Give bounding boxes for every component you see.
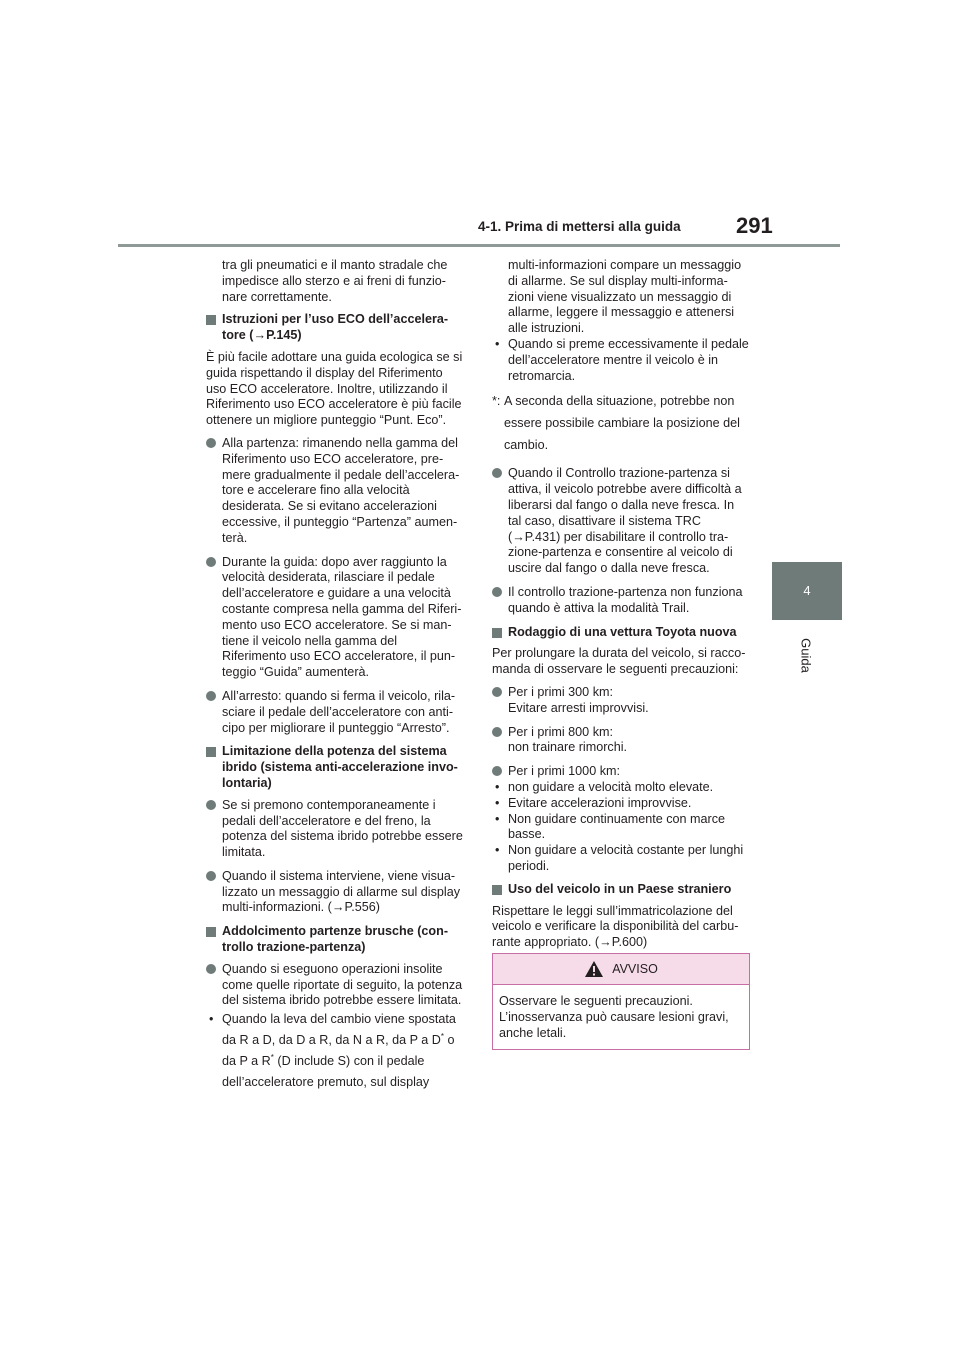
bullet-dot-icon: [492, 468, 502, 478]
sub-text: Non guidare continuamente con marce basse.: [508, 811, 726, 842]
bullet-text: Evitare arresti improvvisi.: [508, 700, 649, 715]
sub-text-c: (D include S) con il pedale dell’acceleratore premuto, sul display: [222, 1054, 430, 1090]
section-title: 4-1. Prima di mettersi alla guida: [478, 219, 681, 234]
sub-list-item: • Quando si preme eccessivamente il pedale dell’acceleratore mentre il veicolo è in retromarcia.: [495, 336, 749, 383]
warning-header: [493, 954, 749, 985]
warning-text: Osservare le seguenti precauzioni. L’inosservanza può causare lesioni gravi, anche letali.: [499, 994, 729, 1040]
left-column: [206, 258, 464, 1093]
bullet-dot-icon: [492, 687, 502, 697]
warning-box: [492, 953, 750, 1050]
sub-list-item: • Non guidare continuamente con marce basse.: [495, 811, 726, 842]
bullet-dot-icon: [206, 800, 216, 810]
bullet-dot-icon: [492, 587, 502, 597]
abroad-heading: [492, 882, 750, 898]
footnote-text: A seconda della situazione, potrebbe non essere possibile cambiare la posizione del cambio.: [504, 394, 740, 453]
abroad-body: Rispettare le leggi sull’immatricolazione del veicolo e verificare la disponibilità del carbu-rante appropriato. (→P.600): [492, 903, 739, 950]
list-item: [206, 555, 464, 681]
sub-list: [492, 780, 750, 875]
bullet-dot-icon: [206, 964, 216, 974]
limit-heading: [206, 744, 464, 791]
run-in-body: Per prolungare la durata del veicolo, si racco-manda di osservare le seguenti precauzioni:: [492, 646, 746, 677]
list-item: [492, 764, 750, 780]
bullet-text: Quando il sistema interviene, viene visua-lizzato un messaggio di allarme sul display multi-informazioni. (→P.556): [222, 868, 460, 915]
section-square-icon: [206, 315, 216, 325]
right-column: [492, 258, 750, 958]
list-item: [206, 689, 464, 736]
header-rule: [118, 244, 840, 247]
list-item: [492, 585, 750, 617]
eco-heading: [206, 312, 464, 344]
run-in-heading: [492, 625, 750, 641]
sub-text: Non guidare a velocità costante per lunghi periodi.: [508, 843, 744, 873]
bullet-title: Per i primi 300 km:: [508, 684, 613, 699]
abroad-heading-text: Uso del veicolo in un Paese straniero: [508, 881, 732, 896]
sub-text-a: Quando la leva del cambio viene spostata da R a D, da D a R, da N a R, da P a D: [222, 1012, 456, 1048]
chapter-tab: 4: [772, 562, 842, 620]
sub-text-b: o da P a R: [222, 1033, 455, 1069]
bullet-text: Quando si eseguono operazioni insolite come quelle riportate di seguito, la potenza del sistema ibrido potrebbe essere limitata.: [222, 961, 463, 1008]
sub-list-item: • Evitare accelerazioni improvvise.: [495, 795, 692, 810]
list-item: [206, 962, 464, 1009]
footnote-ref: *: [440, 1032, 444, 1042]
section-square-icon: [206, 927, 216, 937]
continued-text: multi-informazioni compare un messaggio di allarme. Se sul display multi-informa-zioni viene visualizzato un messaggio di allarme, leggere il messaggio e attenersi alle istruzioni.: [508, 258, 742, 336]
sub-list-item: • Quando la leva del cambio viene spostata da R a D, da D a R, da N a R, da P a D* o da P a R* (D include S) con il pedale dell’acceleratore premuto, sul display: [209, 1012, 456, 1090]
list-item: [492, 685, 750, 717]
bullet-dot-icon: [492, 727, 502, 737]
section-square-icon: [492, 885, 502, 895]
eco-body: È più facile adottare una guida ecologica se si guida rispettando il display del Riferimento uso ECO acceleratore. Inoltre, utilizzando il Riferimento uso ECO acceleratore è più facile ottenere un migliore punteggio “Punt. Eco”.: [206, 349, 463, 428]
footnote-ref: *: [270, 1053, 274, 1063]
list-item: [492, 466, 750, 577]
list-item: [492, 725, 750, 757]
run-in-heading-text: Rodaggio di una vettura Toyota nuova: [508, 624, 737, 639]
soft-start-heading-text: Addolcimento partenze brusche (con-trollo trazione-partenza): [222, 924, 449, 955]
sub-list-item: • non guidare a velocità molto elevate.: [495, 779, 714, 794]
bullet-dot-icon: [206, 438, 216, 448]
chapter-label: Guida: [798, 638, 814, 673]
sub-text: Evitare accelerazioni improvvise.: [508, 795, 692, 810]
bullet-text: Il controllo trazione-partenza non funziona quando è attiva la modalità Trail.: [508, 584, 743, 615]
section-square-icon: [206, 747, 216, 757]
warning-title: AVVISO: [612, 962, 658, 976]
intro-text: tra gli pneumatici e il manto stradale che impedisce allo sterzo e ai freni di funzio-nare correttamente.: [222, 258, 448, 304]
list-item: [206, 798, 464, 861]
list-item: [206, 869, 464, 916]
sub-list-item: • Non guidare a velocità costante per lunghi periodi.: [495, 843, 744, 873]
footnote: [492, 390, 750, 456]
soft-start-heading: [206, 924, 464, 956]
warning-triangle-icon: [584, 960, 604, 978]
list-item: [206, 436, 464, 547]
section-square-icon: [492, 628, 502, 638]
bullet-text: All’arresto: quando si ferma il veicolo, rila-sciare il pedale dell’acceleratore con anti-cipo per migliorare il punteggio “Arresto”.: [222, 688, 456, 735]
bullet-text: Se si premono contemporaneamente i pedali dell’acceleratore e del freno, la potenza del sistema ibrido potrebbe essere limitata.: [222, 797, 463, 860]
bullet-text: Durante la guida: dopo aver raggiunto la velocità desiderata, rilasciare il pedale dell’acceleratore e guidare a una velocità costante compresa nella gamma del Riferi-mento uso ECO acceleratore. Se si man-tiene il veicolo nella gamma del Riferimento uso ECO acceleratore, il pun-teggio “Guida” aumenterà.: [222, 554, 462, 680]
bullet-dot-icon: [206, 871, 216, 881]
limit-heading-text: Limitazione della potenza del sistema ibrido (sistema anti-accelerazione invo-lontaria): [222, 744, 458, 790]
bullet-title: Per i primi 800 km:: [508, 724, 613, 739]
bullet-dot-icon: [206, 691, 216, 701]
bullet-text: non trainare rimorchi.: [508, 740, 627, 755]
page-number: 291: [736, 213, 773, 238]
sub-text: Quando si preme eccessivamente il pedale dell’acceleratore mentre il veicolo è in retromarcia.: [508, 336, 749, 383]
bullet-text: Alla partenza: rimanendo nella gamma del Riferimento uso ECO acceleratore, pre-mere gradualmente il pedale dell’accelera-tore e accelerare fino alla velocità desiderata. Se si evitano accelerazioni eccessive, il punteggio “Partenza” aumen-terà.: [222, 435, 460, 545]
eco-heading-text: Istruzioni per l’uso ECO dell’accelera-tore (→P.145): [222, 312, 449, 343]
bullet-text: Quando il Controllo trazione-partenza si attiva, il veicolo potrebbe avere difficoltà a liberarsi dal fango o dalla neve fresca. In tal caso, disattivare il sistema TRC (→P.431) per disabilitare il controllo tra-zione-partenza e consentire al veicolo di uscire dal fango o dalla neve fresca.: [508, 466, 742, 576]
bullet-title: Per i primi 1000 km:: [508, 764, 620, 779]
footnote-mark: *:: [492, 394, 501, 409]
bullet-dot-icon: [206, 557, 216, 567]
sub-text: non guidare a velocità molto elevate.: [508, 779, 714, 794]
bullet-dot-icon: [492, 766, 502, 776]
